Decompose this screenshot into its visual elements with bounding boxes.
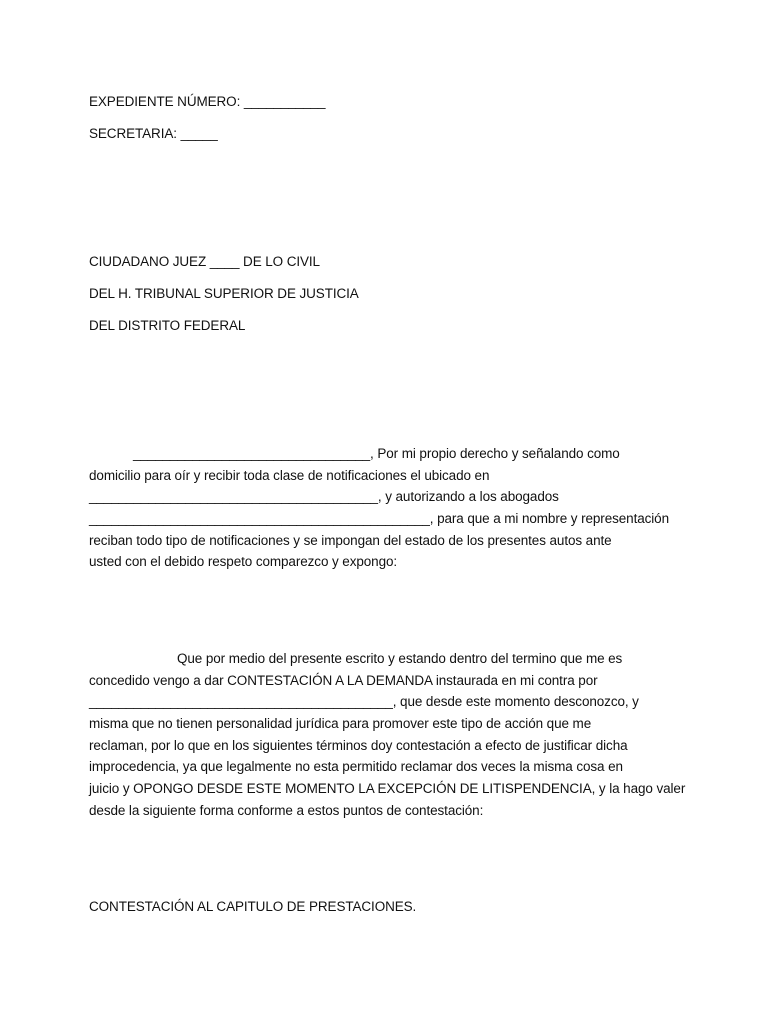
addressee-line-2: DEL H. TRIBUNAL SUPERIOR DE JUSTICIA xyxy=(89,286,359,301)
paragraph-line: Que por medio del presente escrito y estando dentro del termino que me es xyxy=(177,651,623,666)
paragraph-line: juicio y OPONGO DESDE ESTE MOMENTO LA EXCEPCIÓN DE LITISPENDENCIA, y la hago valer xyxy=(89,781,686,796)
paragraph-line: desde la siguiente forma conforme a estos puntos de contestación: xyxy=(89,803,484,818)
expediente-number: EXPEDIENTE NÚMERO: ___________ xyxy=(89,94,326,109)
paragraph-line: _______________________________________, y autorizando a los abogados xyxy=(89,489,559,504)
paragraph-line: ______________________________________________, para que a mi nombre y representación xyxy=(89,511,670,526)
paragraph-line: improcedencia, ya que legalmente no esta permitido reclamar dos veces la misma cosa en xyxy=(89,759,623,774)
addressee-line-1: CIUDADANO JUEZ ____ DE LO CIVIL xyxy=(89,254,320,269)
paragraph-line: domicilio para oír y recibir toda clase de notificaciones el ubicado en xyxy=(89,468,490,483)
paragraph-line: ________________________________, Por mi propio derecho y señalando como xyxy=(133,446,620,461)
addressee-line-3: DEL DISTRITO FEDERAL xyxy=(89,318,246,333)
paragraph-line: reciban todo tipo de notificaciones y se impongan del estado de los presentes autos ante xyxy=(89,533,612,548)
section-title: CONTESTACIÓN AL CAPITULO DE PRESTACIONES. xyxy=(89,899,417,914)
paragraph-line: _________________________________________, que desde este momento desconozco, y xyxy=(89,694,639,709)
paragraph-line: misma que no tienen personalidad jurídica para promover este tipo de acción que me xyxy=(89,716,592,731)
paragraph-line: concedido vengo a dar CONTESTACIÓN A LA DEMANDA instaurada en mi contra por xyxy=(89,673,598,688)
secretaria-line: SECRETARIA: _____ xyxy=(89,126,218,141)
paragraph-line: usted con el debido respeto comparezco y expongo: xyxy=(89,554,398,569)
paragraph-line: reclaman, por lo que en los siguientes términos doy contestación a efecto de justificar dicha xyxy=(89,738,628,753)
